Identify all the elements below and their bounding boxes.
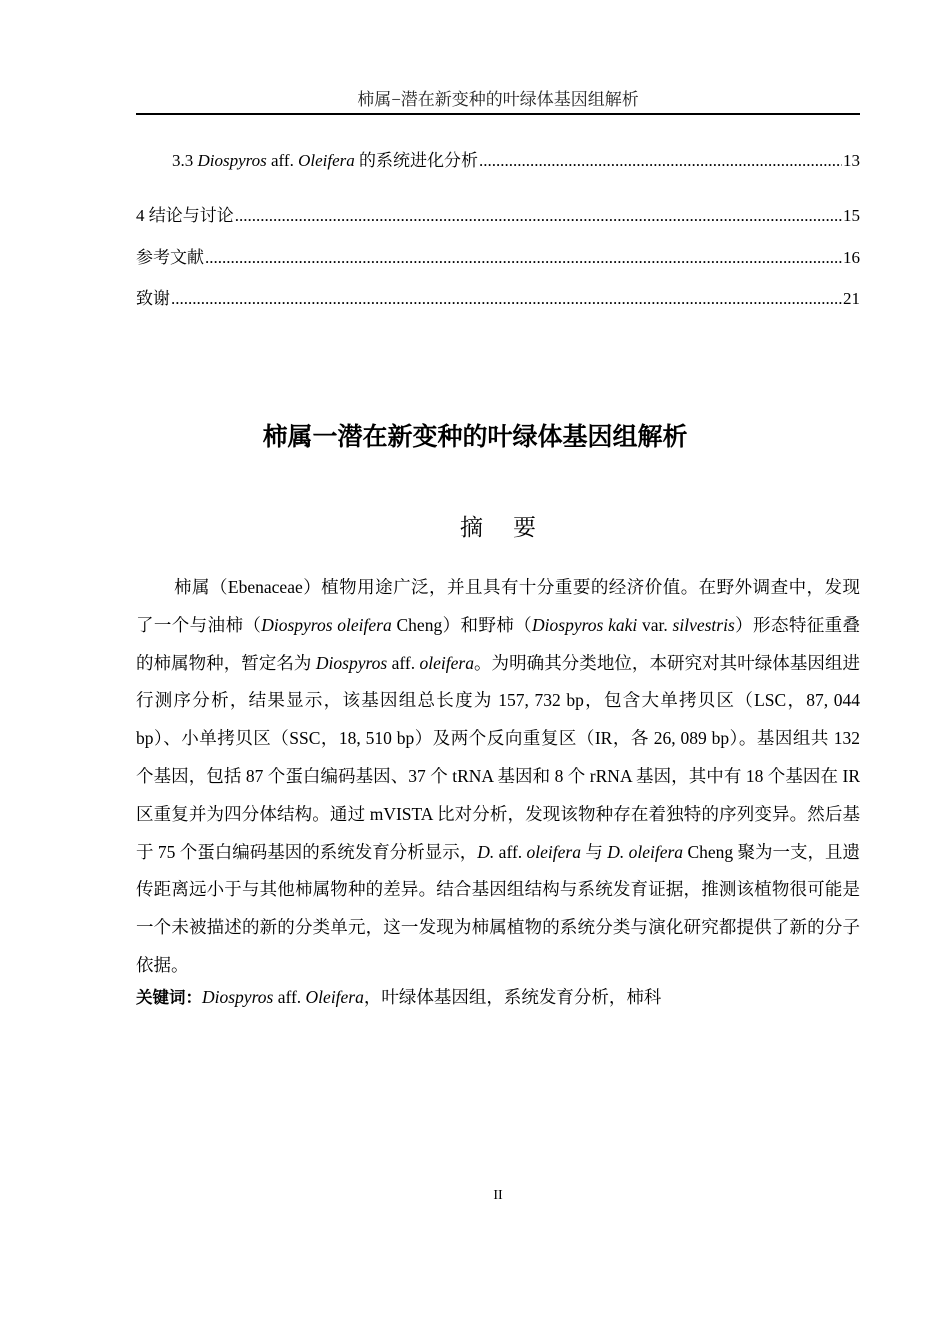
- paper-title: 柿属一潜在新变种的叶绿体基因组解析: [262, 422, 688, 451]
- toc-entry-4[interactable]: [136, 204, 860, 228]
- toc-entry-label: 3.3 Diospyros aff. Oleifera 的系统进化分析: [172, 151, 478, 170]
- keywords-line: 关键词：Diospyros aff. Oleifera，叶绿体基因组，系统发育分析，柿科: [136, 987, 662, 1007]
- abstract-body: 柿属（Ebenaceae）植物用途广泛，并且具有十分重要的经济价值。在野外调查中，发现了一个与油柿（Diospyros oleifera Cheng）和野柿（Diospyros kaki var. silvestris）形态特征重叠的柿属物种，暂定名为 Diospyros aff. oleifera。为明确其分类地位，本研究对其叶绿体基因组进行测序分析，结果显示，该基因组总长度为 157, 732 bp，包含大单拷贝区（LSC，87, 044 bp）、小单拷贝区（SSC，18, 510 bp）及两个反向重复区（IR，各 26, 089 bp）。基因组共 132 个基因，包括 87 个蛋白编码基因、37 个 tRNA 基因和 8 个 rRNA 基因，其中有 18 个基因在 IR 区重复并为四分体结构。通过 mVISTA 比对分析，发现该物种存在着独特的序列变异。然后基于 75 个蛋白编码基因的系统发育分析显示，D. aff. oleifera 与 D. oleifera Cheng 聚为一支，且遗传距离远小于与其他柿属物种的差异。结合基因组结构与系统发育证据，推测该植物很可能是一个未被描述的新的分类单元，这一发现为柿属植物的系统分类与演化研究都提供了新的分子依据。: [136, 577, 861, 975]
- toc-entry-acknowledgements[interactable]: [136, 287, 860, 311]
- toc-page-number: 16: [843, 248, 860, 267]
- header-rule: [136, 113, 860, 115]
- toc-entry-3-3[interactable]: [172, 149, 860, 173]
- toc-page-number: 21: [843, 289, 860, 308]
- keywords-label: 关键词：: [136, 988, 202, 1007]
- running-header: 柿属−潜在新变种的叶绿体基因组解析: [357, 90, 639, 109]
- toc-page-number: 13: [843, 151, 860, 170]
- toc-leader-dots: [479, 149, 842, 173]
- toc-leader-dots: [235, 204, 842, 228]
- toc-entry-label: 4 结论与讨论: [136, 206, 234, 225]
- toc-page-number: 15: [843, 206, 860, 225]
- toc-leader-dots: [205, 246, 842, 270]
- abstract-heading: 摘 要: [460, 515, 536, 540]
- toc-entry-label: 参考文献: [136, 248, 204, 267]
- page-number: II: [493, 1188, 503, 1203]
- toc-entry-references[interactable]: [136, 246, 860, 270]
- toc-leader-dots: [171, 287, 842, 311]
- toc-entry-label: 致谢: [136, 289, 170, 308]
